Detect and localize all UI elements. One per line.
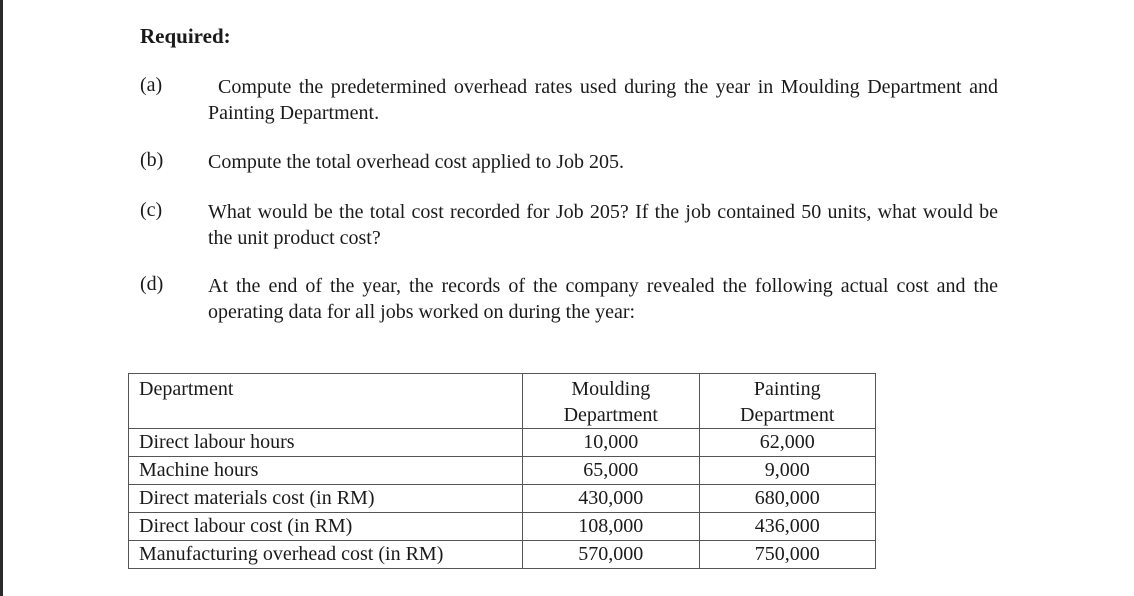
required-heading: Required: bbox=[140, 24, 231, 48]
painting-value: 436,000 bbox=[699, 513, 875, 541]
table-row bbox=[129, 541, 876, 569]
moulding-value: 10,000 bbox=[523, 429, 699, 457]
item-b-text: Compute the total overhead cost applied to Job 205. bbox=[208, 151, 625, 173]
header-painting: Painting Department bbox=[699, 374, 875, 429]
painting-value: 750,000 bbox=[699, 541, 875, 569]
item-a-text: Compute the predetermined overhead rates used during the year in Moulding Department and Painting Department. bbox=[208, 76, 998, 124]
item-d-label: (d) bbox=[140, 273, 164, 295]
moulding-value: 430,000 bbox=[523, 485, 699, 513]
row-label: Direct materials cost (in RM) bbox=[129, 485, 523, 513]
item-b-label: (b) bbox=[140, 149, 164, 171]
row-label: Machine hours bbox=[129, 457, 523, 485]
row-label: Direct labour hours bbox=[129, 429, 523, 457]
painting-value: 9,000 bbox=[699, 457, 875, 485]
item-c-text: What would be the total cost recorded for Job 205? If the job contained 50 units, what would be the unit product cost? bbox=[208, 201, 998, 249]
item-a-label: (a) bbox=[140, 74, 163, 96]
table-row bbox=[129, 485, 876, 513]
moulding-value: 108,000 bbox=[523, 513, 699, 541]
table-row bbox=[129, 429, 876, 457]
moulding-value: 65,000 bbox=[523, 457, 699, 485]
painting-value: 680,000 bbox=[699, 485, 875, 513]
item-d-text: At the end of the year, the records of the company revealed the following actual cost and the operating data for all jobs worked on during the year: bbox=[208, 275, 998, 323]
table-header-row bbox=[129, 374, 876, 429]
moulding-value: 570,000 bbox=[523, 541, 699, 569]
row-label: Manufacturing overhead cost (in RM) bbox=[129, 541, 523, 569]
painting-value: 62,000 bbox=[699, 429, 875, 457]
item-c-label: (c) bbox=[140, 199, 163, 221]
row-label: Direct labour cost (in RM) bbox=[129, 513, 523, 541]
actual-cost-table bbox=[128, 373, 876, 569]
table-row bbox=[129, 513, 876, 541]
table-row bbox=[129, 457, 876, 485]
header-moulding: Moulding Department bbox=[523, 374, 699, 429]
left-border bbox=[0, 0, 3, 596]
header-department: Department bbox=[129, 374, 523, 429]
